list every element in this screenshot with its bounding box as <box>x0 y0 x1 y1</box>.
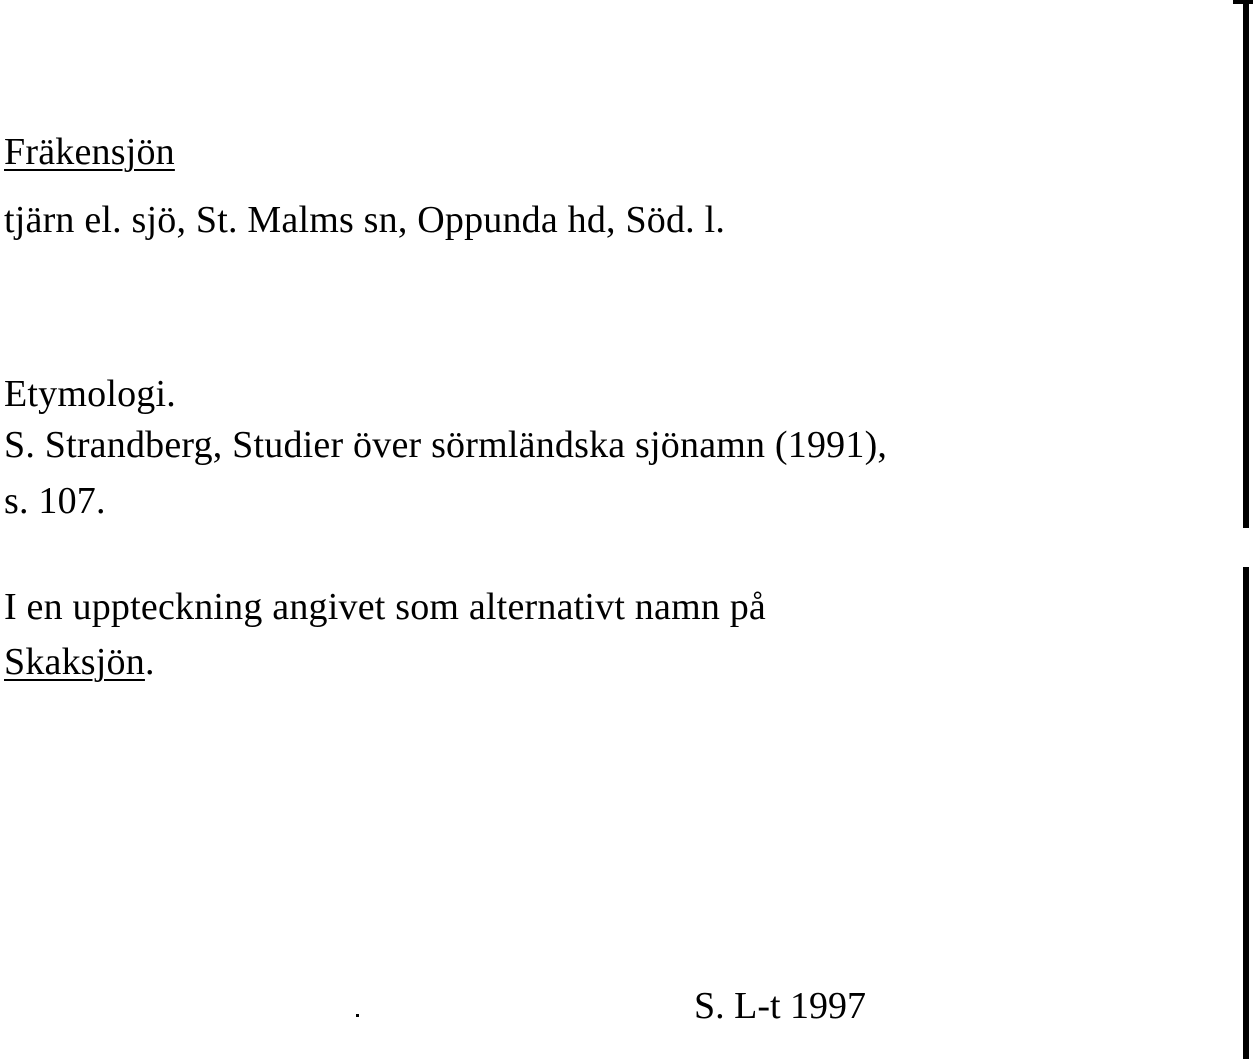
etymology-heading: Etymologi. <box>4 373 176 415</box>
scan-edge-bottom <box>1243 567 1249 1059</box>
note-line-2 <box>4 640 155 684</box>
note-text: I en uppteckning angivet som alternativt namn på <box>4 586 766 628</box>
signature: S. L-t 1997 <box>694 985 867 1027</box>
cross-reference-link: Skaksjön <box>4 641 145 683</box>
etymology-page: s. 107. <box>4 480 106 522</box>
headword: Fräkensjön <box>4 131 175 173</box>
note-end: . <box>144 641 155 683</box>
scan-speck <box>356 1014 359 1017</box>
etymology-reference: S. Strandberg, Studier över sörmländska sjönamn (1991), <box>4 424 888 466</box>
location-description: tjärn el. sjö, St. Malms sn, Oppunda hd, Söd. l. <box>4 199 726 241</box>
headword-line <box>4 130 175 174</box>
scan-edge-top <box>1243 0 1249 528</box>
